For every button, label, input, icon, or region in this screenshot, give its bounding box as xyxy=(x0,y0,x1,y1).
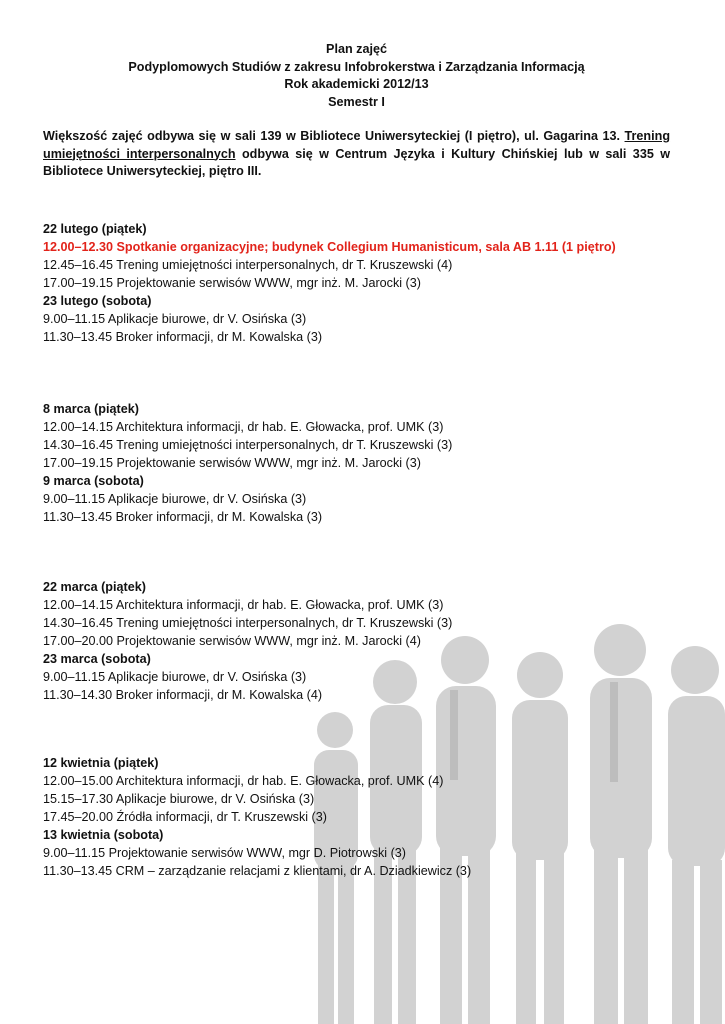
schedule-block xyxy=(43,578,670,704)
schedule-entry: 11.30–13.45 Broker informacji, dr M. Kowalska (3) xyxy=(43,510,323,524)
schedule-block xyxy=(43,400,670,526)
document-header xyxy=(43,41,670,111)
schedule-entry: 17.00–20.00 Projektowanie serwisów WWW, mgr inż. M. Jarocki (4) xyxy=(43,634,421,648)
schedule-entry: 11.30–13.45 CRM – zarządzanie relacjami z klientami, dr A. Dziadkiewicz (3) xyxy=(43,864,472,878)
intro-paragraph xyxy=(43,128,670,181)
doc-title: Plan zajęć xyxy=(326,42,387,56)
schedule-entry: 14.30–16.45 Trening umiejętności interpersonalnych, dr T. Kruszewski (3) xyxy=(43,438,453,452)
schedule-entry: 17.00–19.15 Projektowanie serwisów WWW, mgr inż. M. Jarocki (3) xyxy=(43,276,421,290)
highlight-entry: 12.00–12.30 Spotkanie organizacyjne; budynek Collegium Humanisticum, sala AB 1.11 (1 piętro) xyxy=(43,240,616,254)
schedule-entry: 9.00–11.15 Aplikacje biurowe, dr V. Osińska (3) xyxy=(43,492,307,506)
intro-part1: Większość zajęć odbywa się w sali 139 w Bibliotece Uniwersyteckiej (I piętro), ul. Gagarina 13. xyxy=(43,129,620,143)
schedule-entry: 11.30–14.30 Broker informacji, dr M. Kowalska (4) xyxy=(43,688,323,702)
schedule-entry: 9.00–11.15 Aplikacje biurowe, dr V. Osińska (3) xyxy=(43,670,307,684)
schedule-block xyxy=(43,754,670,880)
day-heading: 23 marca (sobota) xyxy=(43,652,151,666)
semester: Semestr I xyxy=(328,94,385,109)
schedule-entry: 9.00–11.15 Projektowanie serwisów WWW, mgr D. Piotrowski (3) xyxy=(43,846,406,860)
program-name: Podyplomowych Studiów z zakresu Infobrokerstwa i Zarządzania Informacją xyxy=(128,59,585,74)
schedule-entry: 9.00–11.15 Aplikacje biurowe, dr V. Osińska (3) xyxy=(43,312,307,326)
schedule-entry: 12.00–14.15 Architektura informacji, dr hab. E. Głowacka, prof. UMK (3) xyxy=(43,598,444,612)
schedule-block xyxy=(43,220,670,346)
day-heading: 23 lutego (sobota) xyxy=(43,294,152,308)
schedule-entry: 12.45–16.45 Trening umiejętności interpersonalnych, dr T. Kruszewski (4) xyxy=(43,258,453,272)
document-page xyxy=(43,41,670,181)
intro-underlined: Trening umiejętności interpersonalnych xyxy=(43,129,671,161)
schedule-entry: 12.00–15.00 Architektura informacji, dr hab. E. Głowacka, prof. UMK (4) xyxy=(43,774,444,788)
day-heading: 13 kwietnia (sobota) xyxy=(43,828,164,842)
academic-year: Rok akademicki 2012/13 xyxy=(284,77,429,91)
day-heading: 12 kwietnia (piątek) xyxy=(43,756,159,770)
day-heading: 22 lutego (piątek) xyxy=(43,222,147,236)
day-heading: 8 marca (piątek) xyxy=(43,402,139,416)
schedule-entry: 17.45–20.00 Źródła informacji, dr T. Kruszewski (3) xyxy=(43,810,327,824)
schedule-entry: 15.15–17.30 Aplikacje biurowe, dr V. Osińska (3) xyxy=(43,792,315,806)
schedule-entry: 11.30–13.45 Broker informacji, dr M. Kowalska (3) xyxy=(43,330,323,344)
schedule-entry: 14.30–16.45 Trening umiejętności interpersonalnych, dr T. Kruszewski (3) xyxy=(43,616,453,630)
day-heading: 9 marca (sobota) xyxy=(43,474,144,488)
schedule-entry: 17.00–19.15 Projektowanie serwisów WWW, mgr inż. M. Jarocki (3) xyxy=(43,456,421,470)
intro-part2: odbywa się w Centrum Języka i Kultury Chińskiej lub w sali 335 w Bibliotece Uniwersyteckiej, piętro III. xyxy=(43,146,671,178)
day-heading: 22 marca (piątek) xyxy=(43,580,146,594)
schedule-entry: 12.00–14.15 Architektura informacji, dr hab. E. Głowacka, prof. UMK (3) xyxy=(43,420,444,434)
